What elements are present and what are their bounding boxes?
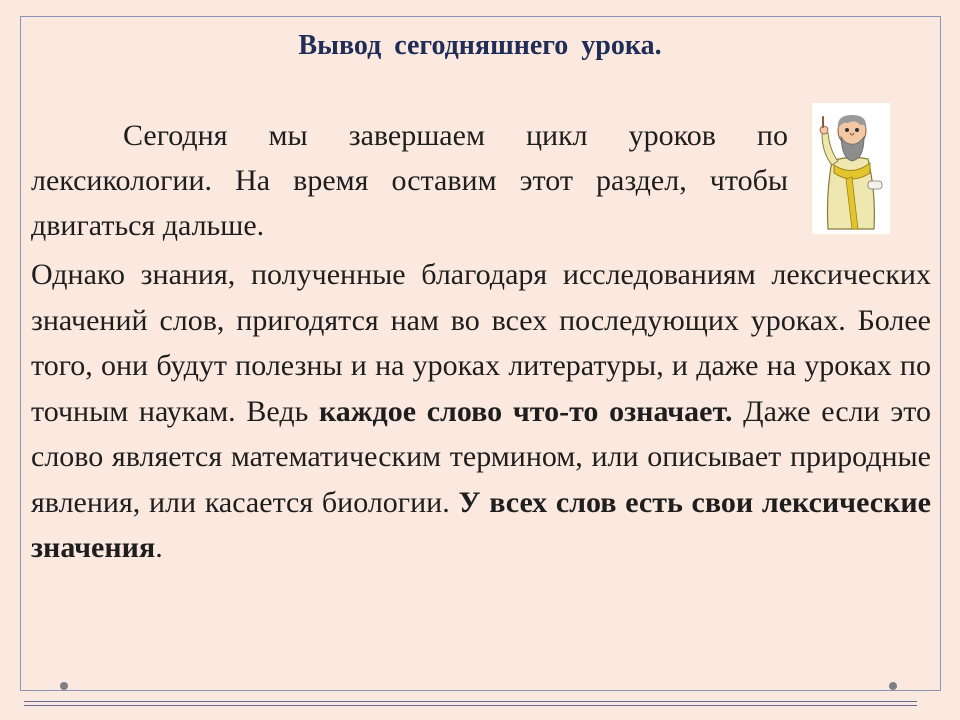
bottom-right-dot [889,682,897,690]
slide-title: Вывод сегодняшнего урока. [298,30,662,61]
main-text-end: . [155,531,163,564]
philosopher-illustration [812,103,890,234]
bottom-left-dot [60,682,68,690]
main-text-part2: Даже если это слово является математическим термином, или описывает природные явления, или касается биологии. [31,394,931,519]
intro-paragraph: Сегодня мы завершаем цикл уроков по лексикологии. На время оставим этот раздел, чтобы двигаться дальше. [31,119,788,242]
key-statement-2: У всех слов есть свои лексические значения [31,485,931,564]
bottom-rule-1 [24,701,917,702]
bottom-rule-2 [24,705,917,706]
main-paragraph [31,252,931,571]
philosopher-icon [812,103,890,234]
main-text-part1: Однако знания, полученные благодаря исследованиям лексических значений слов, пригодятся нам во всех последующих уроках. Более того, они будут полезны и на уроках литературы, и даже на уроках по точным наукам. Ведь [31,258,931,428]
key-statement-1: каждое слово что-то означает. [318,394,733,428]
